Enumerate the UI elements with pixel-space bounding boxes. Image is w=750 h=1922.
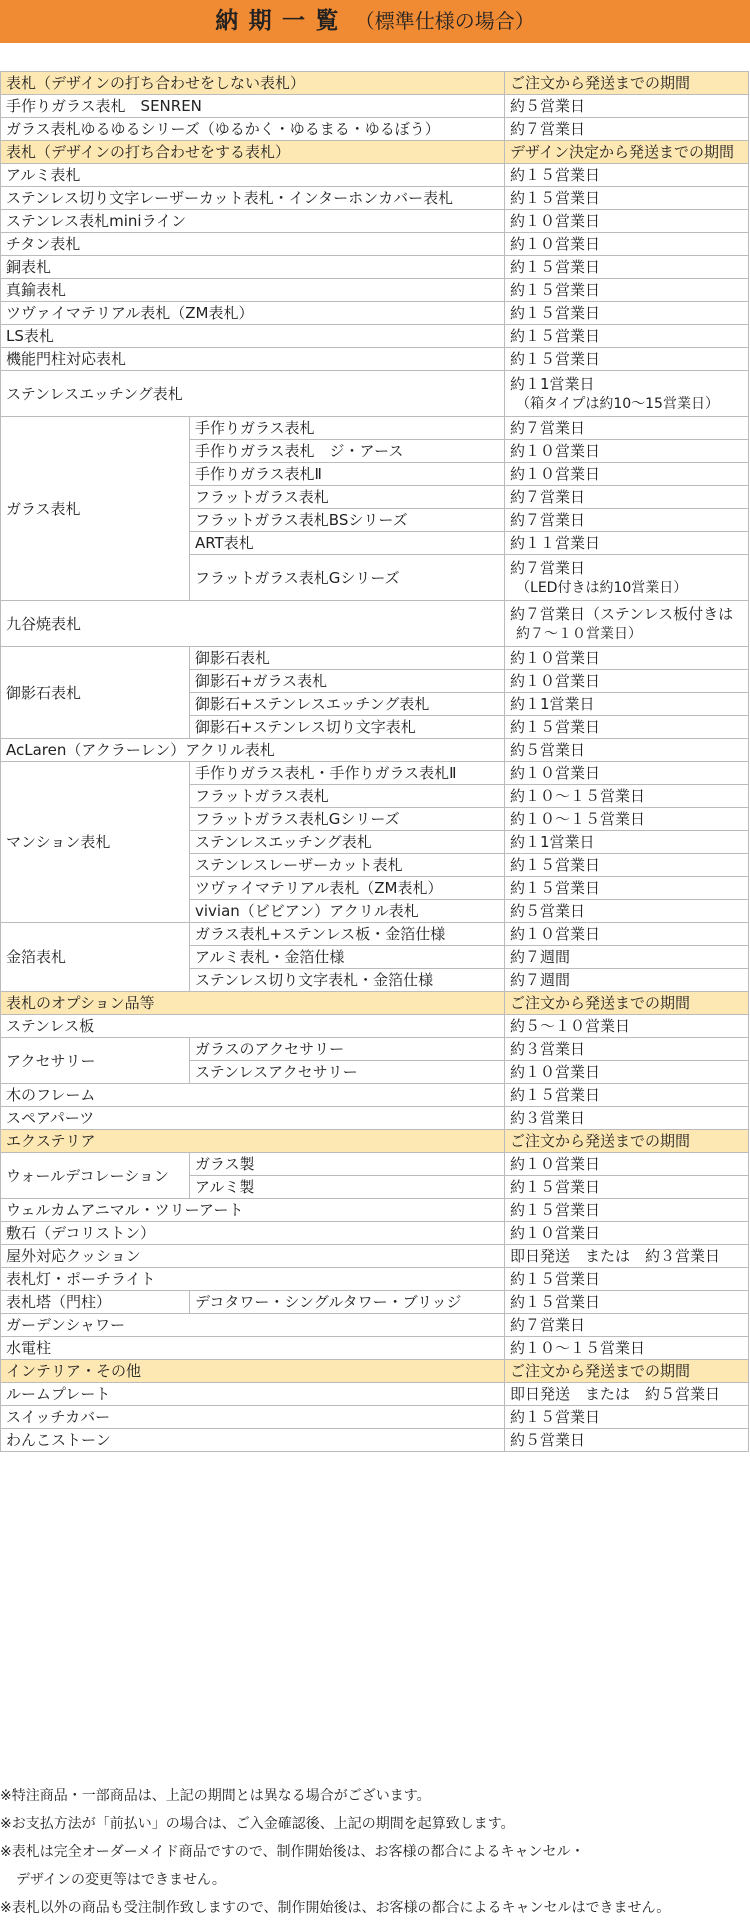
product-name: ツヴァイマテリアル表札（ZM表札）	[190, 877, 505, 900]
product-name: 木のフレーム	[1, 1084, 505, 1107]
period-note: （LED付きは約10営業日）	[516, 579, 688, 596]
product-name: 御影石+ステンレス切り文字表札	[190, 716, 505, 739]
note-3: ※表札は完全オーダーメイド商品ですので、制作開始後は、お客様の都合によるキャンセル・	[0, 1844, 585, 1860]
table-row	[1, 739, 749, 762]
product-name: チタン表札	[1, 233, 505, 256]
product-name: 御影石+ガラス表札	[190, 670, 505, 693]
product-name: ガーデンシャワー	[1, 1314, 505, 1337]
product-name: ウェルカムアニマル・ツリーアート	[1, 1199, 505, 1222]
product-period: 約１５営業日	[505, 1199, 749, 1222]
product-name: 表札灯・ポーチライト	[1, 1268, 505, 1291]
notes	[0, 1782, 750, 1922]
product-name: アルミ製	[190, 1176, 505, 1199]
table-row	[1, 1245, 749, 1268]
table-row	[1, 279, 749, 302]
group-name: 金箔表札	[1, 923, 190, 992]
product-period: 約３営業日	[505, 1107, 749, 1130]
product-period: 約１1営業日	[505, 831, 749, 854]
product-name: ガラス製	[190, 1153, 505, 1176]
product-name: 機能門柱対応表札	[1, 348, 505, 371]
table-row	[1, 233, 749, 256]
section-period-label: ご注文から発送までの期間	[505, 1360, 749, 1383]
product-name: 御影石+ステンレスエッチング表札	[190, 693, 505, 716]
product-period: 約１０営業日	[505, 233, 749, 256]
product-period: 約１５営業日	[505, 187, 749, 210]
product-period: 約１５営業日	[505, 302, 749, 325]
table-row	[1, 325, 749, 348]
title-banner	[0, 0, 750, 43]
product-name: ツヴァイマテリアル表札（ZM表札）	[1, 302, 505, 325]
product-name: 九谷焼表札	[1, 601, 505, 647]
table-row	[1, 762, 749, 785]
product-period: 約１１営業日	[505, 532, 749, 555]
product-period: 約１０営業日	[505, 1153, 749, 1176]
product-name: AcLaren（アクラーレン）アクリル表札	[1, 739, 505, 762]
product-period: 即日発送 または 約３営業日	[505, 1245, 749, 1268]
table-row	[1, 417, 749, 440]
product-name: ステンレスアクセサリー	[190, 1061, 505, 1084]
table-row	[1, 1429, 749, 1452]
product-period: 約７営業日	[505, 118, 749, 141]
product-period: 約１５営業日	[505, 256, 749, 279]
product-period: 約１５営業日	[505, 325, 749, 348]
section-title: インテリア・その他	[1, 1360, 505, 1383]
group-name: マンション表札	[1, 762, 190, 923]
section-header-row	[1, 1360, 749, 1383]
product-period: 約１０～１５営業日	[505, 785, 749, 808]
product-period: 約１５営業日	[505, 1084, 749, 1107]
product-period: 約７営業日	[505, 417, 749, 440]
product-name: ステンレスエッチング表札	[1, 371, 505, 417]
product-period: 約５営業日	[505, 1429, 749, 1452]
table-row	[1, 1084, 749, 1107]
product-name: vivian（ビビアン）アクリル表札	[190, 900, 505, 923]
table-row	[1, 1383, 749, 1406]
table-row	[1, 1107, 749, 1130]
table-row	[1, 601, 749, 647]
group-name: 表札塔（門柱）	[1, 1291, 190, 1314]
period-text: 約７営業日	[510, 558, 586, 577]
product-period: 約１０営業日	[505, 440, 749, 463]
product-name: フラットガラス表札	[190, 785, 505, 808]
product-period: 約１０～１５営業日	[505, 1337, 749, 1360]
group-name: 御影石表札	[1, 647, 190, 739]
product-period: 約５営業日	[505, 900, 749, 923]
period-note: 約７～１０営業日）	[516, 625, 643, 642]
product-period: 約１０営業日	[505, 923, 749, 946]
note-2: ※お支払方法が「前払い」の場合は、ご入金確認後、上記の期間を起算致します。	[0, 1816, 515, 1832]
table-row	[1, 95, 749, 118]
product-name: ステンレスエッチング表札	[190, 831, 505, 854]
product-period: 約１５営業日	[505, 1406, 749, 1429]
product-period: 約１０営業日	[505, 1222, 749, 1245]
product-period: 約１０営業日	[505, 210, 749, 233]
product-name: 水電柱	[1, 1337, 505, 1360]
product-period: 約７営業日	[505, 1314, 749, 1337]
product-name: フラットガラス表札Gシリーズ	[190, 808, 505, 831]
product-name: 手作りガラス表札 ジ・アース	[190, 440, 505, 463]
section-title: 表札のオプション品等	[1, 992, 505, 1015]
section-header-row	[1, 992, 749, 1015]
product-period: 約１０営業日	[505, 762, 749, 785]
note-1: ※特注商品・一部商品は、上記の期間とは異なる場合がございます。	[0, 1788, 431, 1804]
page-subtitle: （標準仕様の場合）	[354, 9, 535, 33]
table-row	[1, 1153, 749, 1176]
product-name: アルミ表札	[1, 164, 505, 187]
table-row	[1, 1337, 749, 1360]
product-period: 約１０営業日	[505, 1061, 749, 1084]
product-name: 御影石表札	[190, 647, 505, 670]
product-name: ART表札	[190, 532, 505, 555]
table-row	[1, 1291, 749, 1314]
section-period-label: ご注文から発送までの期間	[505, 1130, 749, 1153]
section-period-label: ご注文から発送までの期間	[505, 72, 749, 95]
product-period: 約１５営業日	[505, 1291, 749, 1314]
table-row	[1, 302, 749, 325]
table-row	[1, 1199, 749, 1222]
product-name: ステンレス表札miniライン	[1, 210, 505, 233]
table-row	[1, 1406, 749, 1429]
product-name: 敷石（デコリストン）	[1, 1222, 505, 1245]
product-period	[505, 601, 749, 647]
product-name: スペアパーツ	[1, 1107, 505, 1130]
product-period: 約７営業日	[505, 486, 749, 509]
product-name: ステンレス切り文字レーザーカット表札・インターホンカバー表札	[1, 187, 505, 210]
product-name: わんこストーン	[1, 1429, 505, 1452]
product-period: 約５～１０営業日	[505, 1015, 749, 1038]
product-name: スイッチカバー	[1, 1406, 505, 1429]
product-period: 約５営業日	[505, 95, 749, 118]
table-row	[1, 1015, 749, 1038]
table-row	[1, 647, 749, 670]
product-period	[505, 371, 749, 417]
product-period: 約１５営業日	[505, 164, 749, 187]
section-header-row	[1, 72, 749, 95]
product-period: 約１５営業日	[505, 854, 749, 877]
product-name: ステンレス板	[1, 1015, 505, 1038]
product-period: 約７週間	[505, 969, 749, 992]
note-4: ※表札以外の商品も受注制作致しますので、制作開始後は、お客様の都合によるキャンセルはできません。	[0, 1900, 671, 1916]
product-name: ステンレス切り文字表札・金箔仕様	[190, 969, 505, 992]
product-period: 即日発送 または 約５営業日	[505, 1383, 749, 1406]
product-name: LS表札	[1, 325, 505, 348]
product-period: 約１０～１５営業日	[505, 808, 749, 831]
section-title: 表札（デザインの打ち合わせをしない表札）	[1, 72, 505, 95]
section-period-label: ご注文から発送までの期間	[505, 992, 749, 1015]
product-name: 屋外対応クッション	[1, 1245, 505, 1268]
period-note: （箱タイプは約10～15営業日）	[516, 395, 719, 412]
table-row	[1, 118, 749, 141]
product-period: 約１５営業日	[505, 877, 749, 900]
section-header-row	[1, 141, 749, 164]
section-title: エクステリア	[1, 1130, 505, 1153]
table-row	[1, 187, 749, 210]
product-name: 真鍮表札	[1, 279, 505, 302]
product-name: 手作りガラス表札 SENREN	[1, 95, 505, 118]
product-period: 約１０営業日	[505, 670, 749, 693]
product-period: 約５営業日	[505, 739, 749, 762]
table-row	[1, 1314, 749, 1337]
product-period: 約１５営業日	[505, 279, 749, 302]
period-text: 約７営業日（ステンレス板付きは	[510, 604, 734, 623]
product-period	[505, 555, 749, 601]
table-row	[1, 371, 749, 417]
page-title: 納期一覧	[215, 8, 349, 34]
group-name: アクセサリー	[1, 1038, 190, 1084]
product-name: ルームプレート	[1, 1383, 505, 1406]
product-period: 約１５営業日	[505, 1268, 749, 1291]
product-period: 約１1営業日	[505, 693, 749, 716]
group-name: ガラス表札	[1, 417, 190, 601]
table-row	[1, 1038, 749, 1061]
table-row	[1, 164, 749, 187]
product-name: フラットガラス表札	[190, 486, 505, 509]
product-period: 約１５営業日	[505, 716, 749, 739]
table-row	[1, 348, 749, 371]
table-row	[1, 1268, 749, 1291]
section-period-label: デザイン決定から発送までの期間	[505, 141, 749, 164]
product-name: ガラス表札ゆるゆるシリーズ（ゆるかく・ゆるまる・ゆるぼう）	[1, 118, 505, 141]
product-period: 約１０営業日	[505, 463, 749, 486]
table-row	[1, 210, 749, 233]
product-period: 約１５営業日	[505, 1176, 749, 1199]
product-name: 手作りガラス表札・手作りガラス表札Ⅱ	[190, 762, 505, 785]
product-name: ガラスのアクセサリー	[190, 1038, 505, 1061]
product-name: 手作りガラス表札	[190, 417, 505, 440]
product-period: 約７営業日	[505, 509, 749, 532]
product-period: 約１０営業日	[505, 647, 749, 670]
table-row	[1, 923, 749, 946]
product-name: フラットガラス表札Gシリーズ	[190, 555, 505, 601]
product-name: 手作りガラス表札Ⅱ	[190, 463, 505, 486]
product-name: アルミ表札・金箔仕様	[190, 946, 505, 969]
period-text: 約１1営業日	[510, 374, 595, 393]
table-row	[1, 1222, 749, 1245]
product-name: ガラス表札+ステンレス板・金箔仕様	[190, 923, 505, 946]
table-row	[1, 256, 749, 279]
product-name: デコタワー・シングルタワー・ブリッジ	[190, 1291, 505, 1314]
product-name: フラットガラス表札BSシリーズ	[190, 509, 505, 532]
product-period: 約７週間	[505, 946, 749, 969]
section-title: 表札（デザインの打ち合わせをする表札）	[1, 141, 505, 164]
section-header-row	[1, 1130, 749, 1153]
note-3-cont: デザインの変更等はできません。	[16, 1872, 226, 1888]
product-period: 約３営業日	[505, 1038, 749, 1061]
delivery-table	[0, 71, 749, 1452]
group-name: ウォールデコレーション	[1, 1153, 190, 1199]
product-name: 銅表札	[1, 256, 505, 279]
product-name: ステンレスレーザーカット表札	[190, 854, 505, 877]
product-period: 約１５営業日	[505, 348, 749, 371]
